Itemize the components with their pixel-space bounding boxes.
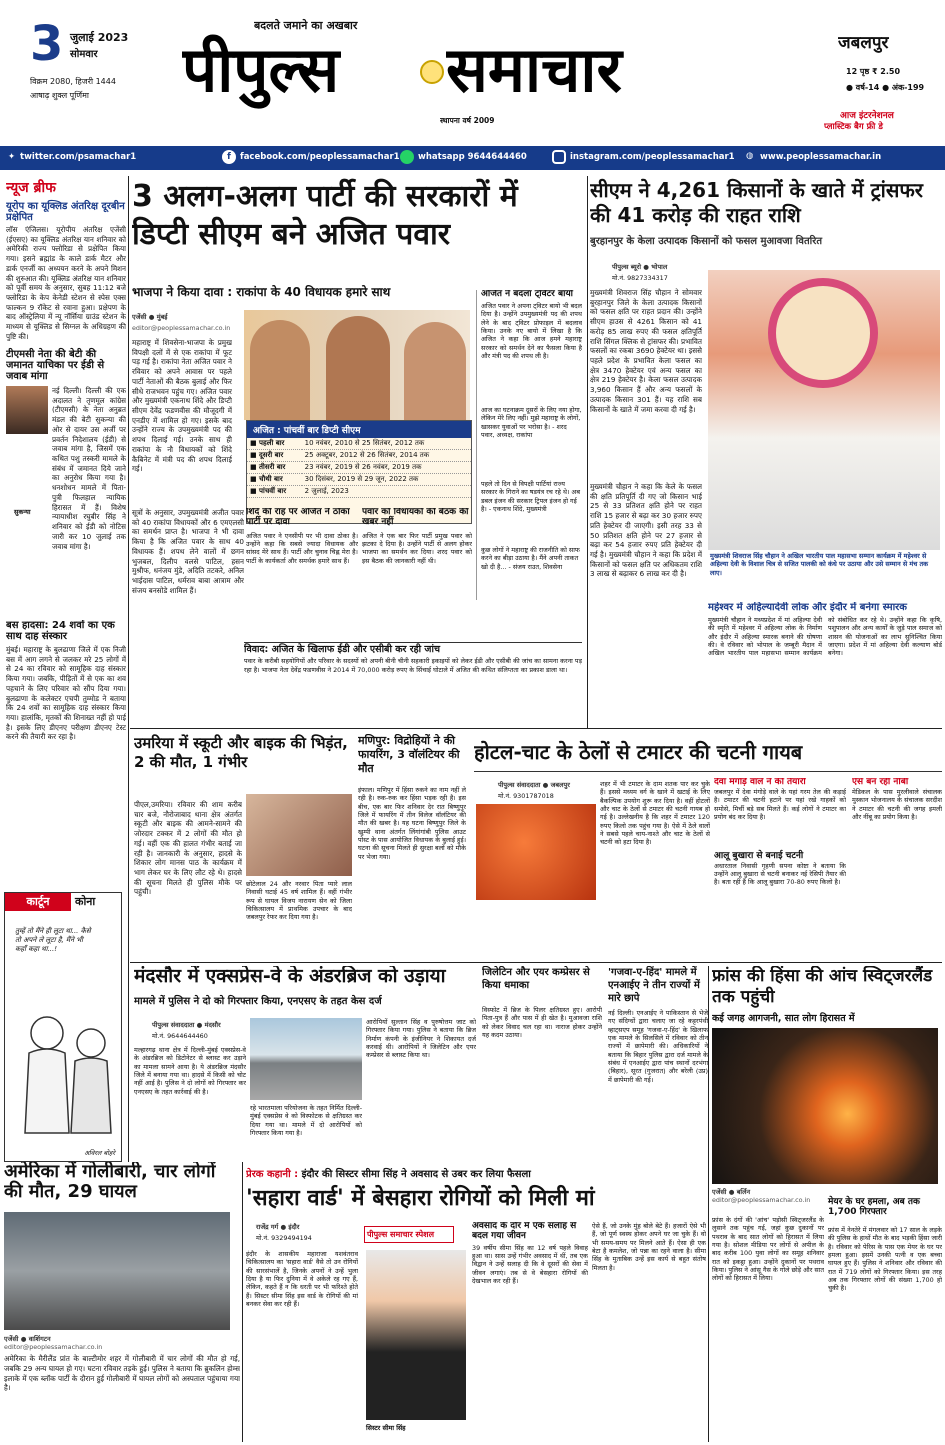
- sister-col2-body: ऐसे हैं, जो उनके मुंह बोले बेटे हैं। हजारों ऐसे भी हैं, जो पूर्ण स्वस्थ होकर अपने घर जा चुके हैं। वो भी समय-समय पर मिलने आते हैं। ऐसा ही एक बेटा है कमलेश, जो पन्ना का रहने वाला है। सीमा सिंह के मुताबिक उन्हें इस कार्य से बहुत संतोष मिलता है।: [592, 1222, 706, 1272]
- expressway-headline: मंदसौर में एक्सप्रेस-वे के अंडरब्रिज को उड़ाया: [134, 966, 446, 987]
- expressway-photo: [250, 1018, 362, 1100]
- accident-headline: उमरिया में स्कूटी और बाइक की भिड़ंत, 2 की मौत, 1 गंभीर: [134, 734, 348, 771]
- accident-body: पीएल,उमरिया। रविवार की शाम करीब चार बजे, नौरोजाबाद थाना क्षेत्र अंतर्गत स्कूटी और बाइक की आमने-सामने की जोरदार टक्कर में 2 लोगों की मौत हो गई। वहीं एक की हालत गंभीर बताई जा रही है। जानकारी के अनुसार, हादसे के शिकार लोग मानस पाठ के कार्यक्रम में भाग लेकर घर के लिए लौट रहे थे। हादसे की सूचना मिलते ही पुलिस मौके पर पहुंची।: [134, 800, 242, 897]
- sister-byline: राजेंद्र गर्ग ● इंदौर: [256, 1223, 300, 1231]
- tomato-col3-title: ऐसे बन रही नीबी: [852, 778, 909, 787]
- today-label: आज इंटरनेशनल: [840, 111, 894, 121]
- cartoon-body-1: [25, 1049, 69, 1133]
- lead-sub1-body: अजित पवार ने एनसीपी पर भी दावा ठोका है। उन्होंने कहा कि सबसे ज्यादा विधायक और सांसद मेरे साथ हैं। पार्टी और चुनाव चिह्न मेरा है। पार्टी के कार्यकर्ता और समर्थक हमारे साथ हैं।: [246, 531, 358, 565]
- lead-quote-2: पहले तो दिन से विपक्षी पार्टियां राज्य सरकार के गिराने का षडयंत्र रच रहे थे। अब डबल इंजन की सरकार ट्रिपल इंजन हो गई है। - एकनाथ शिंदे, मुख्यमंत्री: [481, 479, 580, 513]
- instagram-icon: [552, 150, 566, 164]
- cartoon-label-2: कोना: [75, 895, 96, 908]
- tomato-col-3: [852, 778, 942, 958]
- sister-story: [246, 1166, 706, 1442]
- lead-strip-body: पवार के करीबी सहयोगियों और परिवार के सदस्यों को अपनी बीनी चीनी सहकारी इकाइयों को लेकर ईडी और एसीबी की जांच का सामना करना पड़ रहा है। भाजपा नेता देवेंद्र फडणवीस ने 2014 में 70,000 करोड़ रुपए के सिंचाई घोटाले में अजित की कथित संलिप्तता का प्रकाश डाला था।: [244, 657, 582, 674]
- tomato-col-2: [714, 778, 846, 958]
- farmers-sub-title: महेश्वर में अहिल्यादेवी लोक और इंदौर में बनेगा स्मारक: [708, 602, 907, 613]
- france-byline: एजेंसी ● बर्लिन: [712, 1188, 751, 1197]
- america-headline: अमेरिका में गोलीबारी, चार लोगों की मौत, 29 घायल: [4, 1162, 216, 1202]
- farmers-phone: मो.नं. 9827334317: [612, 274, 668, 282]
- farmers-photo: [708, 270, 940, 550]
- facebook-link[interactable]: facebook.com/peoplessamachar1: [240, 152, 400, 162]
- france-email: editor@peoplessamachar.co.in: [712, 1196, 811, 1205]
- farmers-story: [590, 178, 942, 728]
- tithi: आषाढ़ शुक्ल पूर्णिमा: [30, 91, 89, 100]
- manipur-body: इंफाल। मणिपुर में हिंसा रुकने का नाम नहीं ले रही है। रुक-रुक कर हिंसा भड़क रही है। इस बीच, एक बार फिर शनिवार देर रात बिष्णुपुर जिले में फायरिंग में तीन विलेज वॉलंटियर की मौत की खबर है। यह घटना बिष्णुपुर जिले के खुम्पी थाना अंतर्गत लिंगांगांबी पुलिस आउट पोस्ट के पास आयोजित विधायक के बुलाई हुई। घटना की सूचना मिलते ही सुरक्षा बलों को मौके पर भेजा गया।: [358, 786, 466, 861]
- expressway-side: [482, 966, 602, 1162]
- tomato-col2b-title: आलू बुखारा से बनाई चटनी: [714, 850, 804, 861]
- lead-photos: [244, 310, 470, 420]
- expressway-side-body-2: विस्फोट में ब्रिज के पिलर क्षतिग्रस्त हुए। आरोपी पिता-पुत्र हैं और पास में ही खेत है। मुआवजा राशि को लेकर विवाद चल रहा था। नाराज होकर उन्होंने यह कदम उठाया।: [482, 1006, 602, 1039]
- cartoon-bubble: तुम्हें तो मैंने ही लूटा था... कैसे तो अपने ले लूटा है, मैंने भी कहाँ कहा था...!: [15, 927, 91, 954]
- sister-kicker-label: प्रेरक कहानी :: [246, 1169, 299, 1180]
- lead-quote-1: आज का घटनाक्रम दूसरों के लिए नया होगा, लेकिन मेरे लिए नहीं। मुझे महाराष्ट्र के लोगों, खासकर युवाओं पर भरोसा है। - शरद पवार, अध्यक्ष, राकांपा: [481, 405, 582, 439]
- weekday: सोमवार: [70, 49, 98, 60]
- expressway-side-title: जिलेटिन और एयर कम्प्रेसर से किया धमाका: [482, 967, 590, 991]
- sister-col: [472, 1222, 588, 1442]
- sister-col-title: अवसाद के दौर में एक सलाह से बदल गया जीवन: [472, 1222, 577, 1241]
- tomato-col2-title: देवा मंगोड़े वाले ने की तैयारी: [714, 778, 806, 787]
- farmers-byline: पीपुल्स ब्यूरो ● भोपाल: [612, 263, 668, 271]
- tomato-headline: होटल-चाट के ठेलों से टमाटर की चटनी गायब: [474, 734, 942, 772]
- france-side-title: मेयर के घर हमला, अब तक 1,700 गिरफ्तार: [828, 1197, 920, 1217]
- farmers-body-2: मुख्यमंत्री चौहान ने कहा कि केले के फसल की क्षति प्रतिपूर्ति दी गए जो किसान भाई 25 से 33 प्रतिशत क्षति होने पर राहत राशि 15 हजार से बढ़ा कर 30 हजार रुपए प्रति हेक्टेयर दी जाएगी। इसी तरह 33 से 50 प्रतिशत क्षति होने पर 27 हजार से बढ़ा कर 54 हजार रुपए प्रति हेक्टेयर दी गई है। मुख्यमंत्री चौहान ने कहा कि प्रदेश में किसानों को फसल क्षति पर अधिकतम राशि 3 लाख से बढ़ाकर 6 लाख कर दी है।: [590, 482, 702, 579]
- lead-side-body: अजित पवार ने अपना ट्विटर बायो भी बदल दिया है। उन्होंने उपमुख्यमंत्री पद की शपथ लेने के बाद ट्विटर प्रोफाइल में बदलाव किया। उनके नए बायो में लिखा है कि अजित ने कहा कि आज हमने महाराष्ट्र सरकार को समर्थन देने का फैसला किया है और मंत्री पद की शपथ ली है।: [481, 301, 582, 360]
- brief-headline-3: बस हादसा: 24 शवों का एक साथ दाह संस्कार: [6, 620, 115, 642]
- lead-quote-3: कुछ लोगों ने महाराष्ट्र की राजनीति को साफ करने का बीड़ा उठाया है। मैंने अपनी ताकत खो दी है... - संजय राउत, शिवसेना: [481, 545, 580, 571]
- facebook-icon: f: [222, 150, 236, 164]
- samvat: विक्रम 2080, हिजरी 1444: [30, 77, 116, 86]
- expressway-story: [134, 966, 602, 1162]
- brief-headline-2: टीएमसी नेता की बेटी की जमानत याचिका पर ईडी से जवाब मांगा: [6, 349, 105, 382]
- brief-photo-caption: सुकन्या: [14, 508, 31, 516]
- tomato-col2b-body: अधारताल निवासी गृहणी सपना कोष्टा ने बताया कि उन्होंने आलू बुखारा से चटनी बनाकर नई रेसिपी तैयार की है। बता रहीं हैं कि आलू बुखारा 70-80 रुपए किलो है।: [714, 861, 846, 887]
- america-story: [4, 1162, 240, 1442]
- terms-row: [247, 462, 471, 474]
- france-kicker: कई जगह आगजनी, सात लोग हिरासत में: [712, 1013, 855, 1024]
- sister-phone: मो.नं. 9329494194: [256, 1234, 312, 1242]
- masthead: [0, 0, 945, 142]
- social-bar: [0, 146, 945, 170]
- expressway-side-body: आरोपियों सुल्तान सिंह व पुरुषोत्तम जाट को गिरफ्तार किया गया। पुलिस ने बताया कि ब्रिज निर्माण कंपनी के इंजीनियर ने शिकायत दर्ज करवाई थी। आरोपियों ने जिलेटिन और एयर कम्प्रेसर से ब्लास्ट किया था।: [366, 1018, 476, 1060]
- france-headline: फ्रांस की हिंसा की आंच स्विट्जरलैंड तक पहुंची: [712, 966, 933, 1007]
- year-issue: ● वर्ष-14 ● अंक-199: [846, 83, 925, 92]
- sister-kicker-row: [246, 1166, 706, 1182]
- lead-strip: [244, 642, 582, 720]
- farmers-sub: [708, 602, 942, 728]
- brief-photo: [6, 386, 48, 434]
- tomato-byline: पीपुल्स संवाददाता ● जबलपुर: [498, 781, 570, 789]
- term-label: ■ चौथी बार: [247, 474, 302, 486]
- lead-strip-title: विवाद: अजित के खिलाफ ईडी और एसीबी कर रही जांच: [244, 644, 440, 655]
- term-label: ■ दूसरी बार: [247, 450, 302, 462]
- terms-row: [247, 450, 471, 462]
- tomato-photo: [476, 804, 596, 900]
- lead-email: editor@peoplessamachar.co.in: [132, 324, 231, 332]
- gazwa-body: नई दिल्ली। एनआईए ने पाकिस्तान से भेजे गए संदिग्धों द्वारा चलाए जा रहे कट्टरपंथी व्हाट्सएप समूह 'गजवा-ए-हिंद' के खिलाफ एक मामले के सिलसिले में रविवार को तीन राज्यों में छापेमारी की। अधिकारियों ने बताया कि बिहार पुलिस द्वारा दर्ज मामले के संबंध में एनआईए द्वारा पांच स्थानों दरभंगा (बिहार), सूरत (गुजरात) और बरेली (उप्र) में छापेमारी की गई।: [608, 1009, 708, 1084]
- whatsapp-icon: [400, 150, 414, 164]
- whatsapp-link[interactable]: whatsapp 9644644460: [418, 152, 527, 162]
- sister-photo: [366, 1250, 466, 1420]
- month-year: जुलाई 2023: [70, 31, 129, 44]
- term-dates: 25 अक्टूबर, 2012 से 26 सितंबर, 2014 तक: [302, 450, 471, 462]
- term-label: ■ तीसरी बार: [247, 462, 302, 474]
- term-dates: 2 जुलाई, 2023: [302, 486, 471, 498]
- tomato-body: शहर में भी टमाटर के दाम शतक पार कर चुके हैं। इससे मध्यम वर्ग के खाने में खटाई के लिए बैकल्पिक उपयोग शुरू कर दिया है। वहीं होटलों और चाट के ठेलों से टमाटर की चटनी गायब हो गई है। उल्लेखनीय है कि शहर में टमाटर 120 रुपए किलो तक पहुंच गया है। ऐसे में ठेले वालों ने सबसे पहले चाय-नाश्ते और चाट के ठेलों से चटनी को हटा दिया है।: [600, 780, 710, 847]
- lead-byline: एजेंसी ● मुंबई: [132, 313, 168, 321]
- globe-icon: ◍: [746, 151, 754, 161]
- sister-kicker: इंदौर की सिस्टर सीमा सिंह ने अवसाद से उबर कर लिया फैसला: [301, 1169, 531, 1180]
- lead-photo-shinde: [250, 320, 310, 420]
- date-block: [30, 20, 150, 142]
- expressway-byline: पीपुल्स संवाददाता ● मंदसौर: [152, 1021, 221, 1029]
- accident-photo: [246, 794, 352, 876]
- farmers-kicker: बुरहानपुर के केला उत्पादक किसानों को फसल मुआवजा वितरित: [590, 236, 823, 247]
- terms-table: [247, 438, 471, 498]
- pages-price: 12 पृष्ठ ₹ 2.50: [846, 67, 901, 76]
- twitter-link[interactable]: twitter.com/psamachar1: [20, 152, 137, 162]
- term-dates: 23 नवंबर, 2019 से 26 नवंबर, 2019 तक: [302, 462, 471, 474]
- tomato-col3-body: मेडिकल के पास मुरलीवाले संचालक मुस्कान भोजनालय के संचालक सरदीश ने टमाटर की चटनी की जगह इमली और नींबू का प्रयोग किया है।: [852, 787, 942, 821]
- france-photo: [712, 1028, 938, 1184]
- brief-body-1: लॉस एंजिलस। यूरोपीय अंतरिक्ष एजेंसी (ईएसए) का यूक्लिड अंतरिक्ष यान शनिवार को अमेरिकी राज्य फ्लोरिडा से प्रक्षेपित किया गया। इसने ब्रह्मांड के काले डार्क मैटर और डार्क एनर्जी का अध्ययन करने के अपने मिशन की शुरुआत की। यूक्लिड अंतरिक्ष यान शनिवार को पूर्वी समय के अनुसार, सुबह 11:12 बजे फ्लोरिडा के केप केनेडी स्टेशन से स्पेस एक्स फाल्कन 9 रॉकेट से रवाना हुआ। प्रक्षेपण के बाद ऑस्ट्रेलिया में न्यू नॉर्सिया ग्राउंड स्टेशन के माध्यम से यूक्लिड से सिग्नल के अधिग्रहण की पुष्टि की।: [6, 225, 126, 341]
- lead-sub1-title: शिंदे की राह पर अजित ने ठोका पार्टी पर दावा: [246, 508, 350, 527]
- tomato-story: [474, 734, 942, 960]
- expressway-body-2: रहे भारतमाला परियोजना के तहत निर्मित दिल्ली-मुंबई एक्सप्रेस वे को विस्फोटक से क्षतिग्रस्त कर दिया गया था। मामले में दो आरोपियों को गिरफ्तार किया गया है।: [250, 1104, 362, 1137]
- terms-row: [247, 474, 471, 486]
- brief-body-2: नई दिल्ली। दिल्ली की एक अदालत ने तृणमूल कांग्रेस (टीएमसी) के नेता अनुब्रत मंडल की बेटी सुकन्या की ओर से दायर उस अर्जी पर प्रवर्तन निदेशालय (ईडी) से जवाब मांगा है, जिसमें एक कथित पशु तस्करी मामले के संबंध में जमानत दिये जाने का अनुरोध किया गया है। धनशोधन मामले में पिता-पुत्री फिलहाल न्यायिक हिरासत में हैं। विशेष न्यायाधीश रघुबीर सिंह ने शनिवार को ईडी को नोटिस जारी कर 10 जुलाई तक जवाब मांगा है।: [52, 386, 126, 551]
- cartoon-head-2: [77, 1029, 105, 1057]
- farmers-palanquin: [768, 278, 878, 388]
- brief-body-3: मुंबई। महाराष्ट्र के बुलढाणा जिले में एक निजी बस में आग लगने से जलकर मरे 25 लोगों में से 24 का रविवार को सामूहिक दाह संस्कार किया गया। जबकि, पीड़ितों में से एक का शव पहचाने के लिए परिवार को सौंप दिया गया। बुलढाणा के कलेक्टर एचपी तुम्मोड ने बताया कि 24 शवों का सामूहिक दाह संस्कार किया गया। हालांकि, मृतकों की शिनाख्त नहीं हो पाई है। इसके लिए डीएनए परीक्षण डीएनए टेस्ट करने की तैयारी कर रहा है।: [6, 645, 126, 742]
- cartoon-signature: अविरल बोहरे: [84, 1149, 115, 1157]
- america-body: अमेरिका के मैरीलैंड प्रांत के बाल्टीमोर शहर में गोलीबारी में चार लोगों की मौत हो गई, जबकि 29 अन्य घायल हो गए। घटना रविवार तड़के हुई। पुलिस ने बताया कि ब्रुकलिन होम्स इलाके में एक ब्लॉक पार्टी के दौरान हुई गोलीबारी में घायल लोगों को अस्पताल पहुंचाया गया है।: [4, 1354, 240, 1393]
- established: स्थापना वर्ष 2009: [440, 116, 495, 125]
- lead-side: [476, 290, 582, 600]
- farmers-headline: सीएम ने 4,261 किसानों के खाते में ट्रांसफर की 41 करोड़ की राहत राशि: [590, 178, 923, 227]
- lead-headline: 3 अलग-अलग पार्टी की सरकारों में डिप्टी सीएम बने अजित पवार: [132, 179, 518, 252]
- expressway-phone: मो.नं. 9644644460: [152, 1032, 208, 1040]
- france-body: फ्रांस के दंगों की 'आंच' पड़ोसी स्विट्जरलैंड के लुसाने तक पहुंच गई, जहां कुछ दुकानों पर पथराव के बाद सात लोगों को हिरासत में लिया गया है। सोशल मीडिया पर लोगों से अपील के बाद करीब 100 युवा लोगों का समूह शनिवार रात को इकट्ठा हुआ। उन्होंने दुकानों पर पथराव किया। पुलिस ने आंसू गैस के गोले छोड़े और सात लोगों को हिरासत में लिया।: [712, 1216, 824, 1283]
- brief-headline-1: यूरोप का यूक्लिड अंतरिक्ष दूरबीन प्रक्षेपित: [6, 201, 125, 223]
- sister-headline: 'सहारा वार्ड' में बेसहारा रोगियों को मिली मां: [246, 1186, 595, 1211]
- america-email: editor@peoplessamachar.co.in: [4, 1343, 103, 1351]
- accident-story: [134, 734, 352, 960]
- lead-kicker: भाजपा ने किया दावा : राकांपा के 40 विधायक हमारे साथ: [132, 285, 391, 299]
- lead-side-title: अजित ने बदला ट्विटर बायो: [481, 290, 574, 299]
- masthead-title-left: पीपुल्स: [182, 33, 340, 106]
- lead-photo-fadnavis: [404, 322, 466, 420]
- gazwa-story: [608, 966, 708, 1162]
- brief-title: न्यूज ब्रीफ: [6, 180, 56, 196]
- lead-photo-pawar: [326, 316, 390, 420]
- terms-row: [247, 438, 471, 450]
- bus-brief: [6, 620, 126, 885]
- cartoon-label: कार्टून: [5, 893, 71, 911]
- sister-badge: पीपुल्स समाचार स्पेशल: [364, 1226, 454, 1243]
- gazwa-headline: 'गजवा-ए-हिंद' मामले में एनआईए ने तीन राज्यों में मारे छापे: [608, 967, 700, 1004]
- twitter-icon: ✦: [8, 152, 16, 162]
- cartoon-head-1: [31, 1017, 63, 1049]
- logo-emblem: [420, 60, 444, 84]
- tagline: बदलते जमाने का अखबार: [254, 19, 358, 32]
- cartoon-body-2: [71, 1058, 111, 1133]
- lead-body-2: सूत्रों के अनुसार, उपमुख्यमंत्री अजीत पवार को 40 राकांपा विधायकों और 6 एमएलसी का समर्थन प्राप्त है। भाजपा ने भी दावा किया है कि अजित पवार के साथ 40 विधायक हैं। शपथ लेने वालों में छगन भुजबल, दिलीप वलसे पाटिल, हसन मुश्रीफ, धनंजय मुंडे, अदिति तटकरे, अनिल भाईदास पाटिल, धर्मराव बाबा आत्राम और संजय बनसोडे शामिल हैं।: [132, 508, 244, 595]
- manipur-story: [358, 734, 466, 960]
- lead-story: [132, 178, 584, 720]
- farmers-sub-body: मुख्यमंत्री चौहान ने मध्यप्रदेश में मां अहिल्या देवी की स्मृति में महेश्वर में अहिल्या लोक के निर्माण और इंदौर में अहिल्या स्मारक बनाने की घोषणा की। वे रविवार को भोपाल के जम्बूरी मैदान में अखिल भारतीय पाल महासभा सम्मान कार्यक्रम को संबोधित कर रहे थे। उन्होंने कहा कि कृषि, पशुपालन और अन्य कार्यों के जुड़े पाल समाज को शासन की योजनाओं का लाभ सुनिश्चित किया जाएगा। प्रदेश में मां अहिल्या देवी कल्याण बोर्ड बनेगा।: [708, 616, 942, 658]
- cartoon-drawing: [9, 993, 119, 1143]
- term-dates: 10 नवंबर, 2010 से 25 सितंबर, 2012 तक: [302, 438, 471, 450]
- today-text: प्लास्टिक बैग फ्री डे: [824, 122, 883, 132]
- term-label: ■ पहली बार: [247, 438, 302, 450]
- expressway-body: मल्हारगढ़ थाना क्षेत्र में दिल्ली-मुंबई एक्सप्रेस-वे के अंडरब्रिज को डिटोनेटर से ब्लास्ट कर उड़ाने का मामला सामने आया है। ये अंडरब्रिज मंदसौर जिले में बनाया गया था। हादसे में किसी को चोट नहीं आई है। पुलिस ने दो लोगों को गिरफ्तार कर एनएसए के तहत कार्रवाई की है।: [134, 1046, 246, 1096]
- america-byline: एजेंसी ● वाशिंगटन: [4, 1335, 51, 1343]
- term-label: ■ पांचवीं बार: [247, 486, 302, 498]
- accident-body-2: छोटेलाल 24 और नरवार पिता प्यारे लाल निवासी घटाई 45 वर्ष शामिल हैं। वहीं गंभीर रूप से घायल विजय नारायण सेन को जिला चिकित्सालय में प्राथमिक उपचार के बाद जबलपुर रेफर कर दिया गया है।: [246, 880, 352, 922]
- america-photo: [4, 1212, 230, 1330]
- lead-body: महाराष्ट्र में शिवसेना-भाजपा के प्रमुख विपक्षी दलों में से एक राकांपा में फूट पड़ गई है। राकांपा नेता अजित पवार ने रविवार को अपने आवास पर पहले पार्टी नेताओं की बैठक बुलाई और फिर सीधे राजभवन पहुंच गए। अजित पवार और मुख्यमंत्री एकनाथ शिंदे और डिप्टी सीएम देवेंद्र फडणवीस की मौजूदगी में एनडीए में शामिल हो गए। इसके बाद उन्होंने राज्य के उपमुख्यमंत्री पद की शपथ दिलाई गई। उनके साथ ही राकांपा के नौ विधायकों को शिंदे कैबिनेट में मंत्री पद की शपथ दिलाई गई।: [132, 338, 232, 474]
- cartoon-box: [4, 892, 122, 1162]
- france-story: [712, 966, 942, 1442]
- farmers-photo-caption: मुख्यमंत्री शिवराज सिंह चौहान ने अखिल भारतीय पाल महासभा सम्मान कार्यक्रम में महेश्वर से अहिल्या देवी के विशाल चित्र से सजित पालकी को कंधे पर उठाया और उसे सम्मान से मंच तक लाए।: [710, 552, 929, 577]
- instagram-link[interactable]: instagram.com/peoplessamachar1: [570, 152, 735, 162]
- masthead-title-right: समाचार: [446, 33, 622, 106]
- term-dates: 30 दिसंबर, 2019 से 29 जून, 2022 तक: [302, 474, 471, 486]
- lead-sub2-body: अजित ने एक बार फिर पार्टी प्रमुख पवार को झटका दे दिया है। उन्होंने पार्टी से अलग होकर भाजपा का समर्थन कर दिया। शरद पवार को इस बैठक की जानकारी नहीं थी।: [362, 531, 472, 565]
- web-link[interactable]: www.peoplessamachar.in: [760, 152, 882, 162]
- france-body-2: फ्रांस में नेनतेरे में मंगलवार को 17 साल के लड़के की पुलिस के हाथों मौत के बाद भड़की हिंसा जारी है। रविवार को पेरिस के पास एक मेयर के घर पर हमला हुआ। इसमें उनकी पत्नी व एक बच्चा घायल हुए हैं। पुलिस ने शनिवार और रविवार की रात में 719 लोगों को गिरफ्तार किया। इस तरह अब तक गिरफ्तार लोगों की संख्या 1,700 हो चुकी है।: [828, 1226, 942, 1293]
- sister-col-body: 39 वर्षीय सीमा सिंह का 12 वर्ष पहले विवाह हुआ था। सास उन्हें गंभीर अवसाद में थीं, तब एक विद्वान ने उन्हें सलाह दी कि वे दूसरों की सेवा में जीवन लगाएं। तब से वे बेसहारा रोगियों की देखभाल कर रही हैं।: [472, 1243, 588, 1286]
- sister-body: इंदौर के शासकीय महाराजा यशवंतराव चिकित्सालय का 'सहारा वार्ड' वैसे तो उन रोगियों की सारसंभालें है, जिनके अपनों ने उन्हें भुला दिया है या फिर दुनिया में वे अकेले रह गए हैं, लेकिन, कहते हैं न कि धरती पर भी फरिश्ते होते हैं। सिस्टर सीमा सिंह इस वार्ड के रोगियों की मां बनकर सेवा कर रही हैं।: [246, 1250, 358, 1308]
- terms-panel-title: अजित : पांचवीं बार डिप्टी सीएम: [247, 421, 471, 438]
- expressway-kicker: मामले में पुलिस ने दो को गिरफ्तार किया, एनएसए के तहत केस दर्ज: [134, 996, 382, 1007]
- tomato-col2-body: जबलपुर में देवा मंगोड़े वाले के यहां गरम तेल की कड़ाई है। टमाटर की चटनी हटाने पर यहां रखे गाहकों को समोसे, मिर्ची बड़े सब मिलते हैं। कई लोगों ने टमाटर का प्रयोग बंद कर दिया है।: [714, 787, 846, 821]
- city: जबलपुर: [838, 33, 889, 53]
- farmers-body: मुख्यमंत्री शिवराज सिंह चौहान ने सोमवार बुरहानपुर जिले के केला उत्पादक किसानों को फसल क्षति पर राहत प्रदान की। उन्होंने सीएम हाउस से 4261 किसान को 41 करोड़ 85 लाख रुपए की फसल क्षतिपूर्ति राशि सिंगल क्लिक से ट्रांसफर की। प्रभावित फसलों का रकबा 3690 हेक्टेयर था। इससे पहले प्रदेश के प्रभावित केला फसल का क्षेत्र 3470 हेक्टेयर एवं अन्य फसल का क्षेत्र 219 हेक्टेयर है। केला फसल उत्पादक 3,960 किसान हैं और अन्य फसलों के उत्पादक किसान 301 हैं। यह राशि सब किसानों के खाते में जमा करवा दी गई है।: [590, 288, 702, 414]
- sister-photo-caption: सिस्टर सीमा सिंह: [366, 1424, 406, 1432]
- date-number: 3: [30, 20, 64, 72]
- manipur-headline: मणिपुर: विद्रोहियों ने की फायरिंग, 3 वॉलंटियर की मौत: [358, 734, 460, 775]
- terms-row: [247, 486, 471, 498]
- tomato-phone: मो.नं. 9301787018: [498, 792, 554, 800]
- lead-sub2-title: पवार को विधायकों की बैठक की खबर नहीं: [362, 508, 469, 527]
